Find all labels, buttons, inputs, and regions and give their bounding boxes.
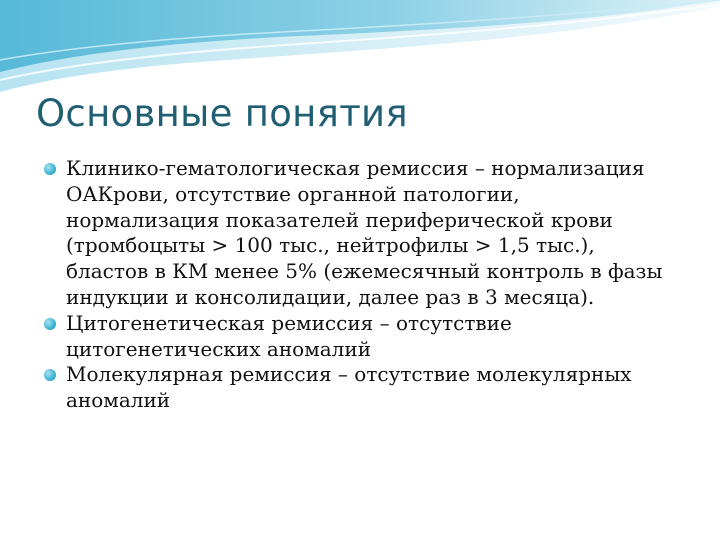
bullet-text: Цитогенетическая ремиссия – отсутствие цитогенетических аномалий: [66, 310, 512, 361]
bullet-list: [44, 156, 664, 414]
bullet-text: Молекулярная ремиссия – отсутствие молекулярных аномалий: [66, 362, 632, 413]
circle-bullet-icon: [44, 318, 56, 330]
bullet-text: Клинико-гематологическая ремиссия – нормализация ОАКрови, отсутствие органной патологии, нормализация показателей периферической крови (тромбоцыты > 100 тыс., нейтрофилы > 1,5 тыс.), бластов в КМ менее 5% (ежемесячный контроль в фазы индукции и консолидации, далее раз в 3 месяца).: [66, 156, 663, 309]
circle-bullet-icon: [44, 163, 56, 175]
slide-title: Основные понятия: [36, 92, 408, 135]
bullet-item: [44, 156, 664, 311]
bullet-item: [44, 362, 664, 414]
circle-bullet-icon: [44, 369, 56, 381]
bullet-item: [44, 311, 664, 363]
